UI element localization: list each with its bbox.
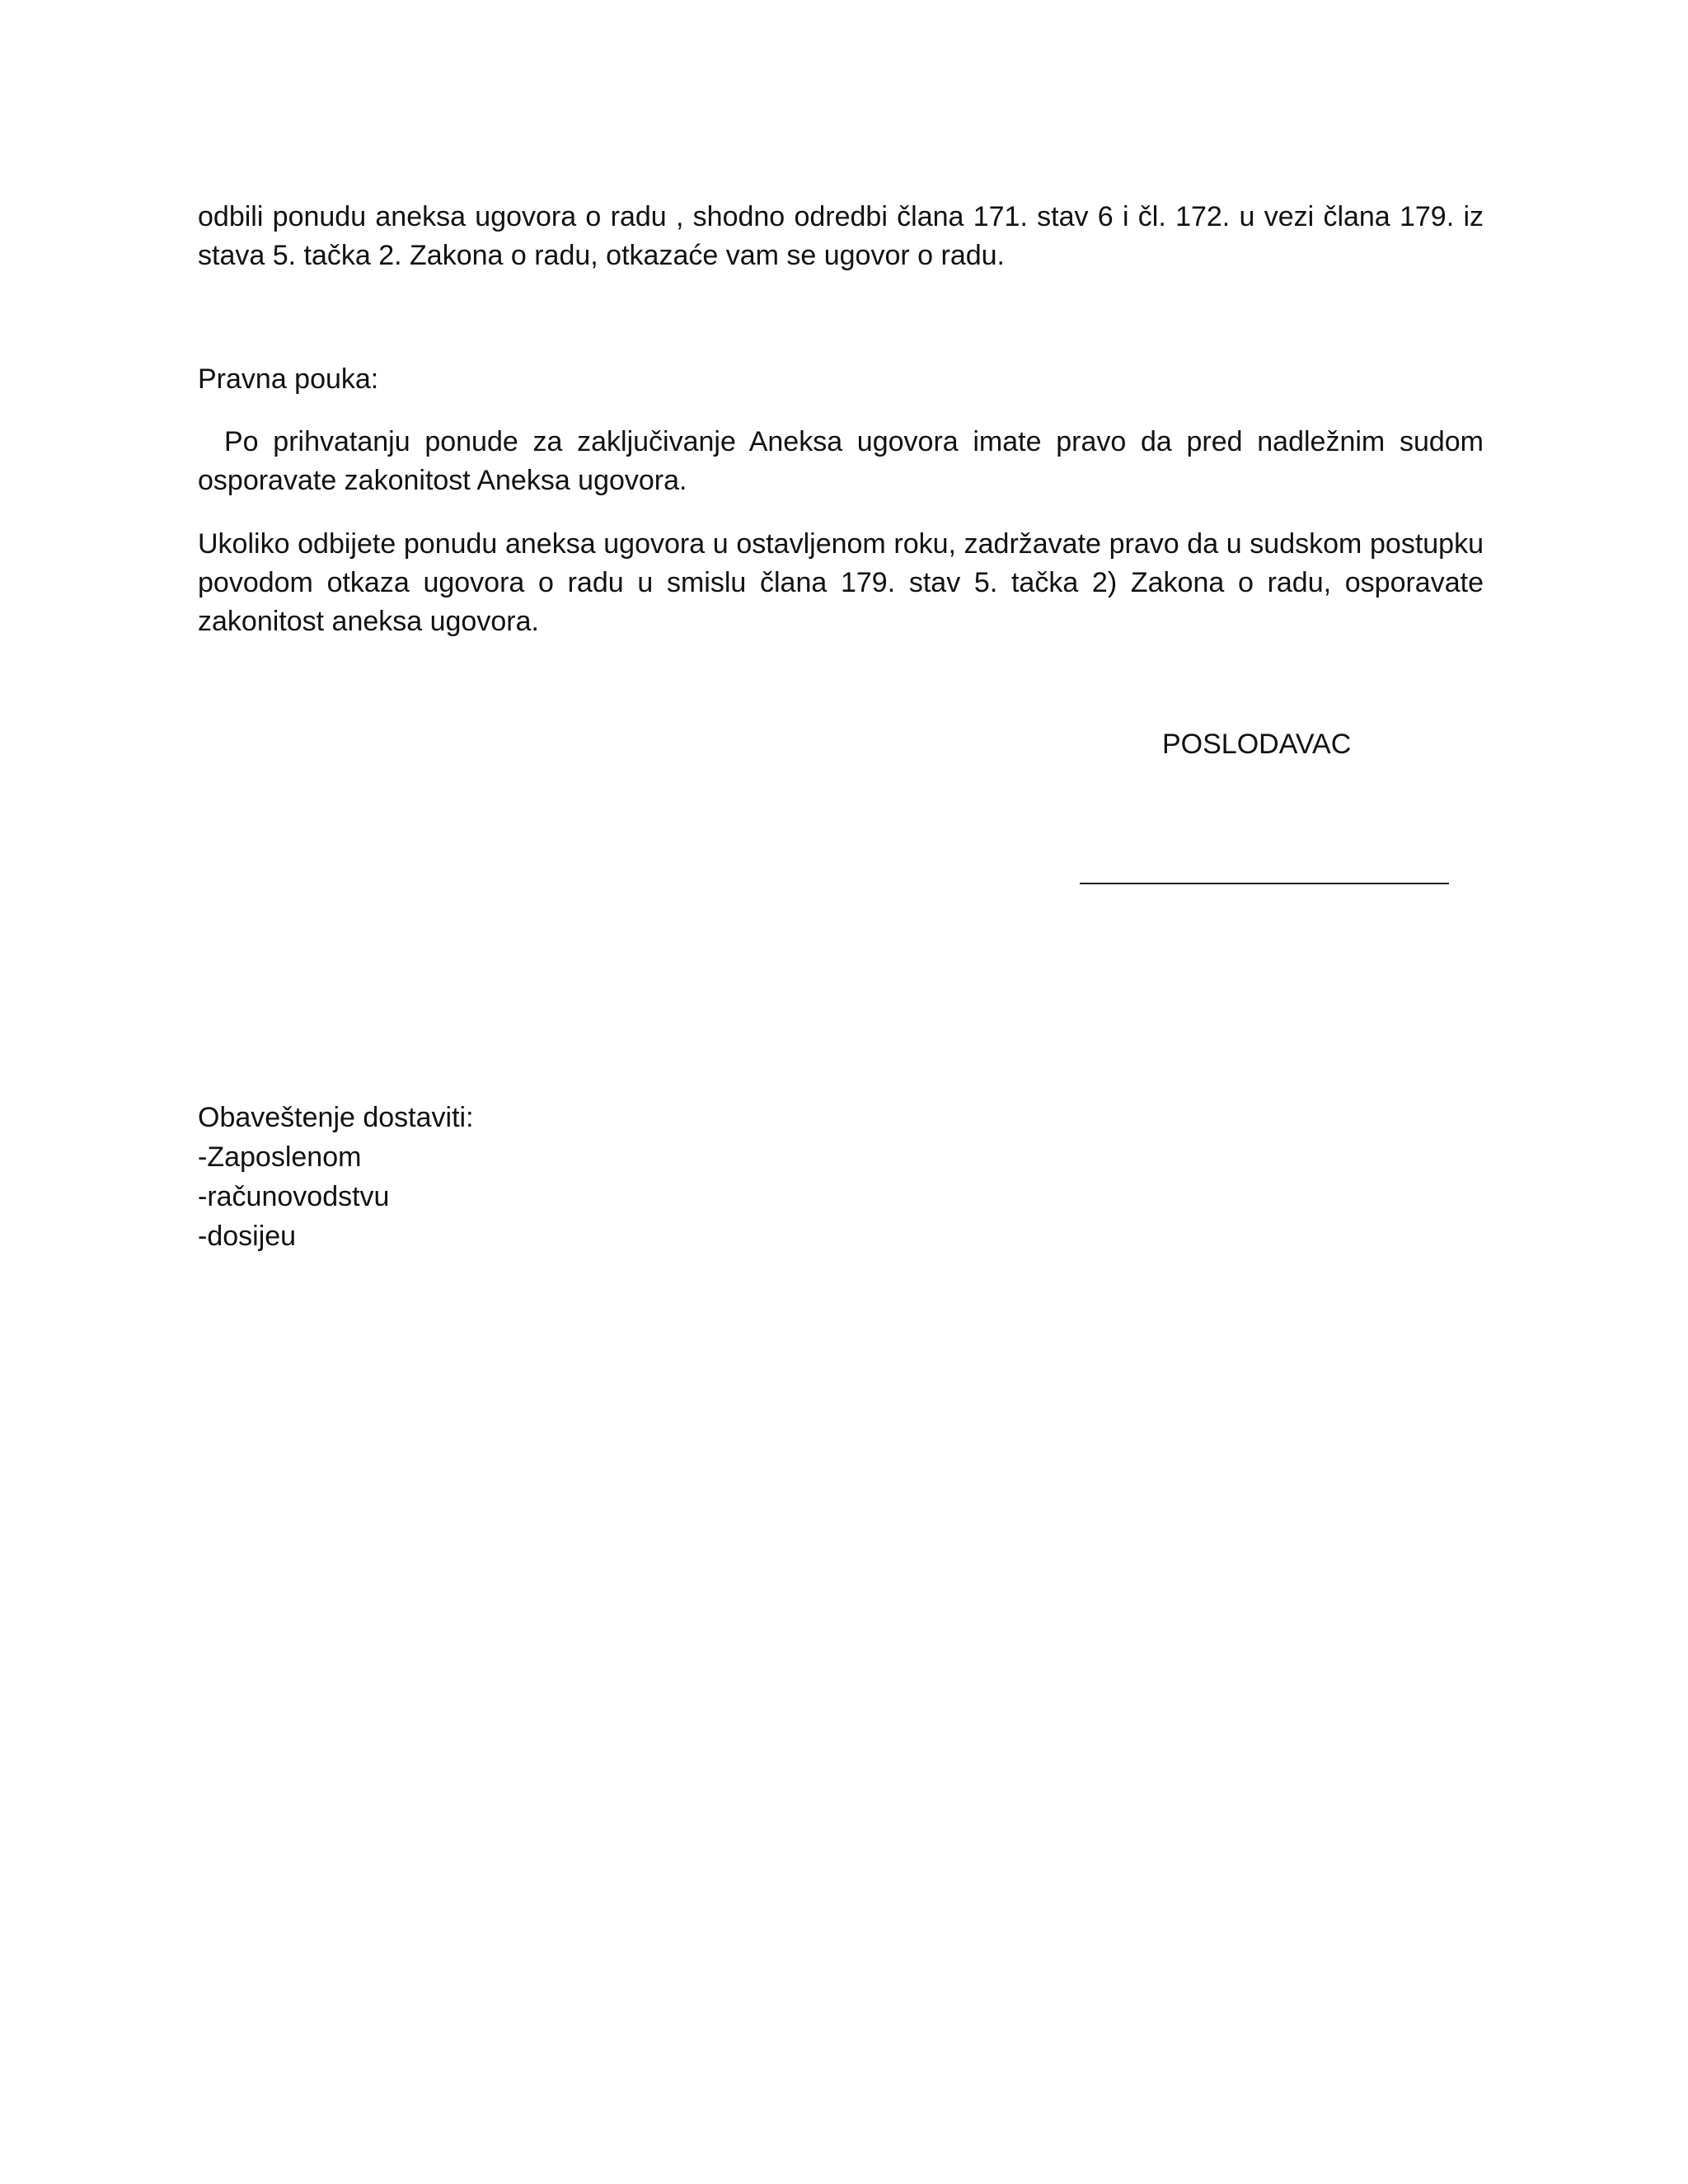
legal-notice-paragraph-1: Po prihvatanju ponude za zaključivanje Aneksa ugovora imate pravo da pred nadležnim sudom osporavate zakonitost Aneksa ugovora.	[198, 426, 1484, 496]
delivery-recipient: -računovodstvu	[198, 1181, 390, 1212]
delivery-recipient: -dosijeu	[198, 1221, 297, 1252]
legal-notice-heading: Pravna pouka:	[198, 363, 379, 395]
signature-line	[1080, 883, 1449, 884]
intro-paragraph: odbili ponudu aneksa ugovora o radu , shodno odredbi člana 171. stav 6 i čl. 172. u vezi člana 179. iz stava 5. tačka 2. Zakona o radu, otkazaće vam se ugovor o radu.	[198, 201, 1484, 271]
employer-label: POSLODAVAC	[1162, 729, 1352, 760]
delivery-recipient: -Zaposlenom	[198, 1141, 362, 1173]
delivery-list	[198, 1098, 474, 1256]
legal-notice-paragraph-2: Ukoliko odbijete ponudu aneksa ugovora u ostavljenom roku, zadržavate pravo da u sudskom postupku povodom otkaza ugovora o radu u smislu člana 179. stav 5. tačka 2) Zakona o radu, osporavate zakonitost aneksa ugovora.	[198, 528, 1484, 637]
delivery-heading: Obaveštenje dostaviti:	[198, 1102, 474, 1133]
